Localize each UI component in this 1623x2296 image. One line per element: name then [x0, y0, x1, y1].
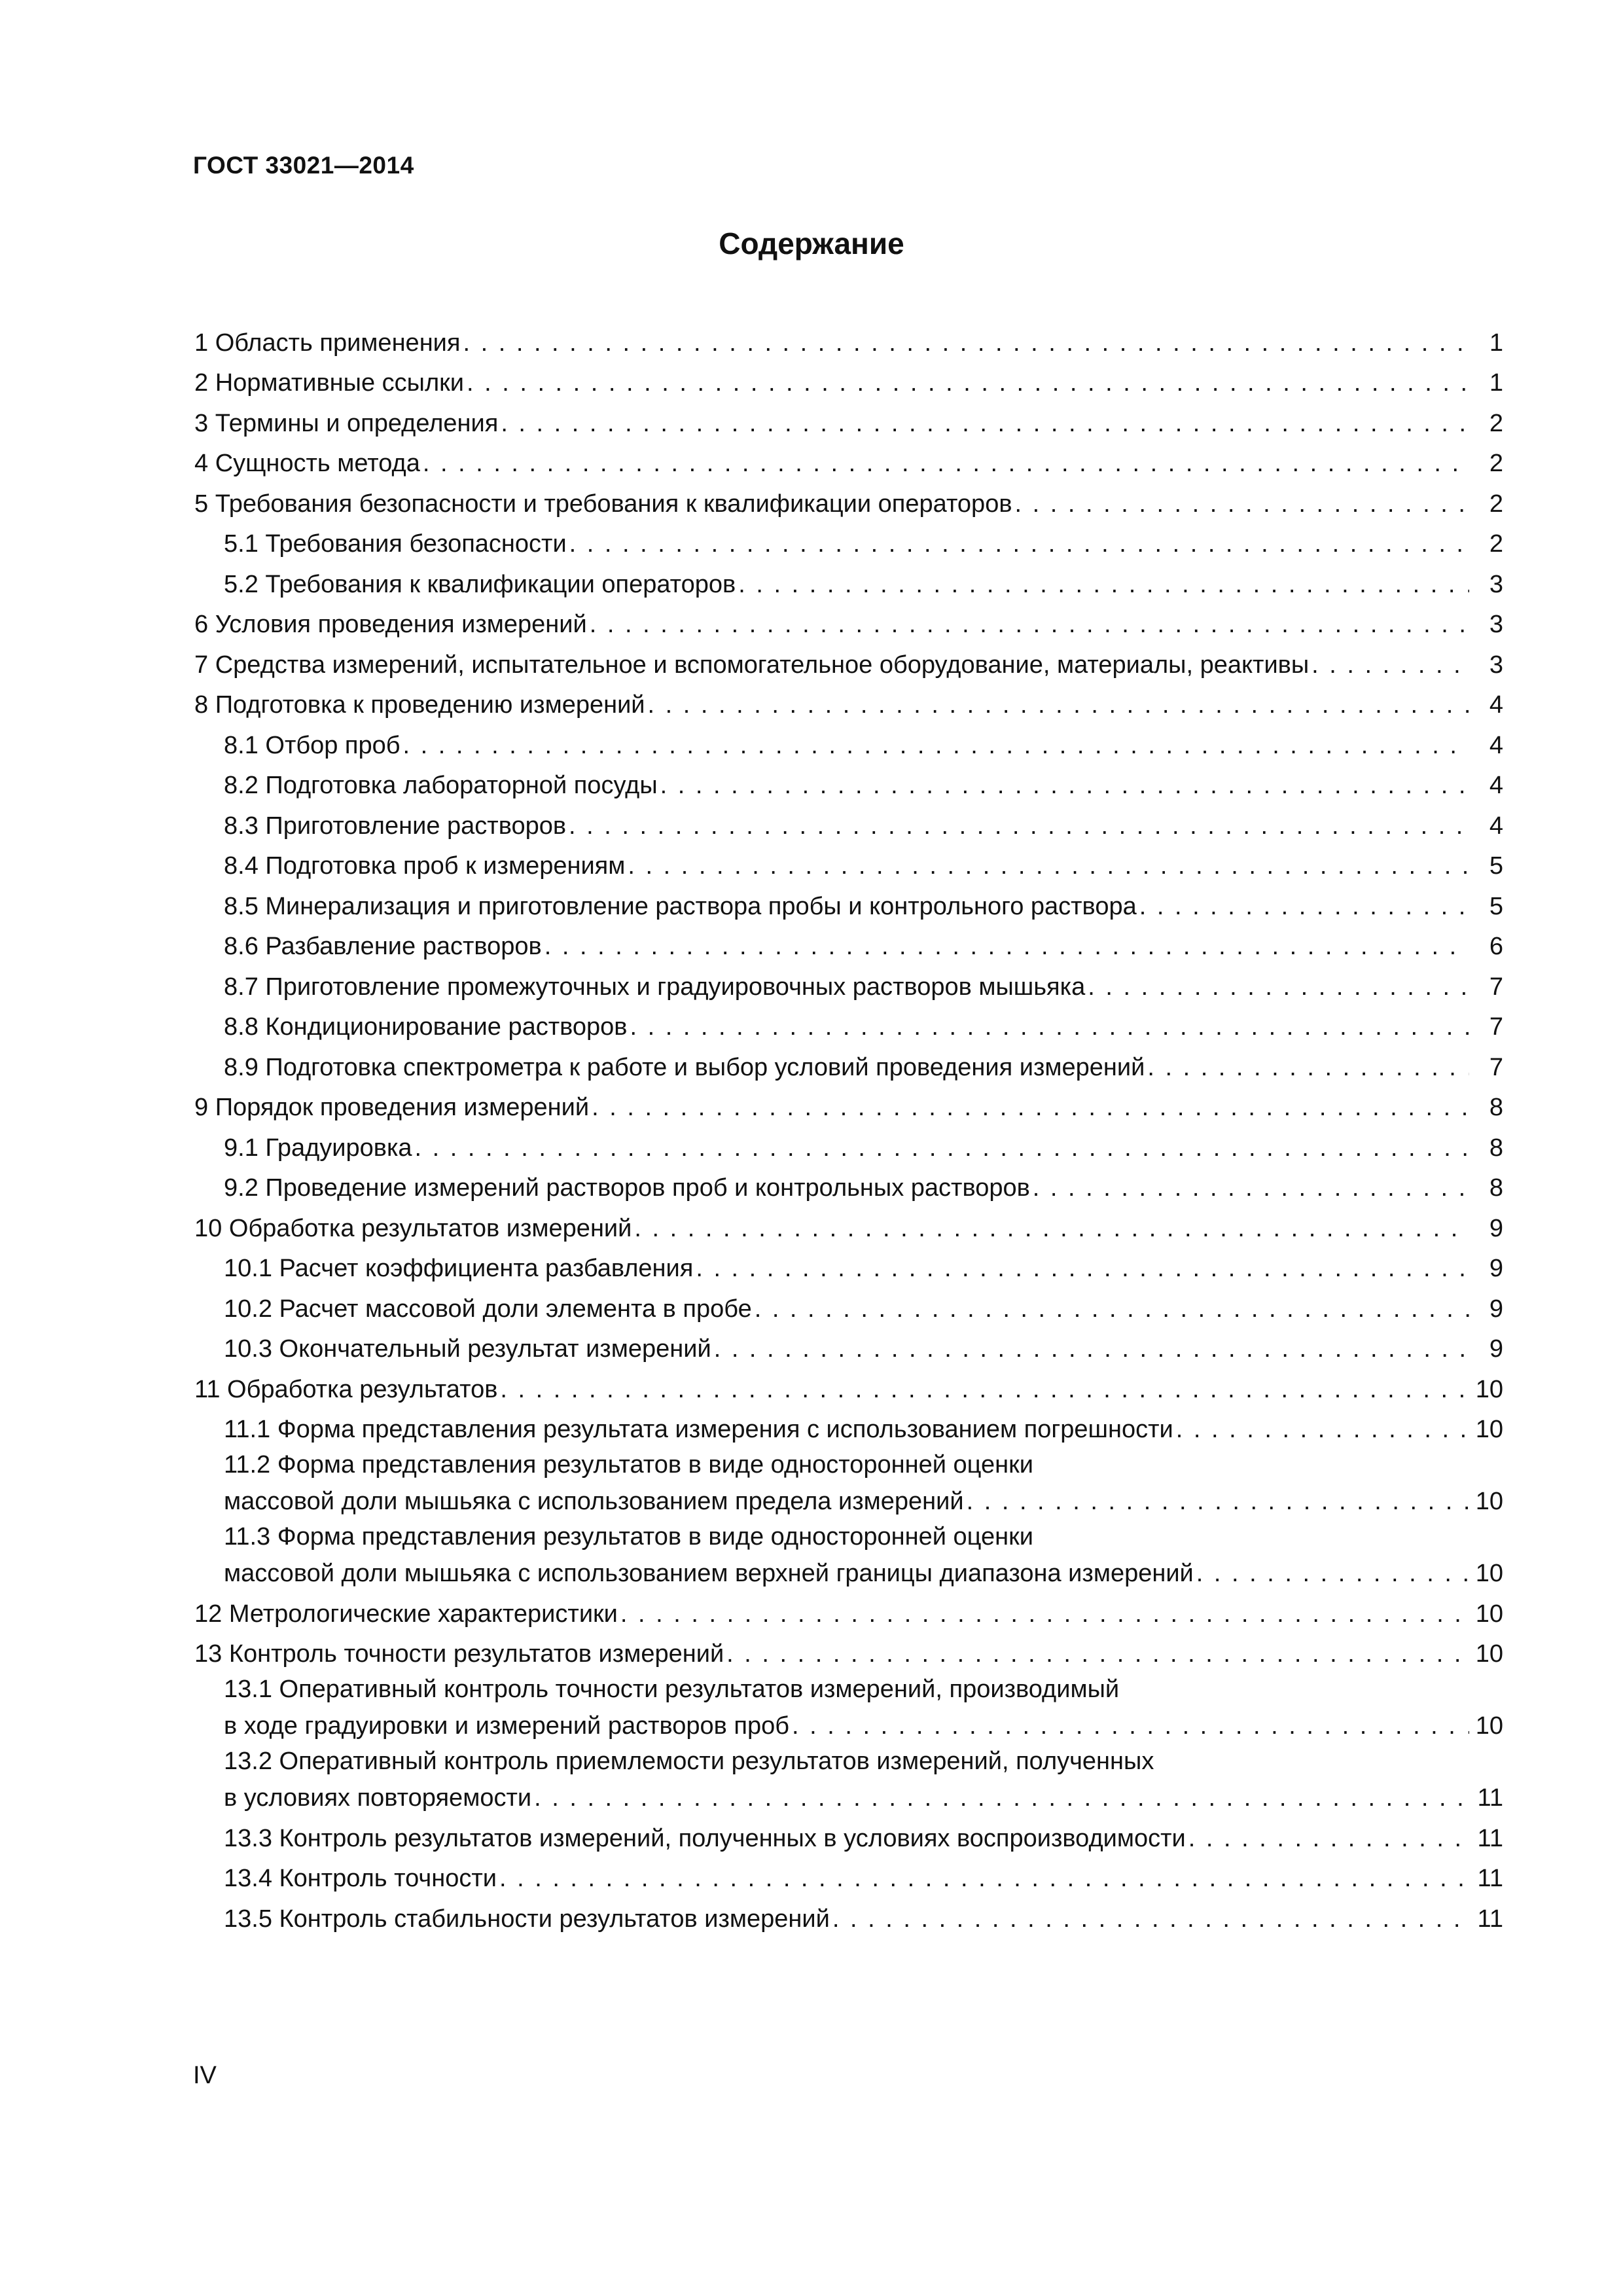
dot-leader — [830, 1901, 1469, 1937]
toc-entry-page: 5 — [1489, 852, 1503, 880]
toc-entry-label-continued: массовой доли мышьяка с использованием верхней границы диапазона измерений — [224, 1560, 1194, 1587]
toc-entry-label: 8.2 Подготовка лабораторной посуды — [224, 772, 658, 799]
toc-entry-page: 10 — [1475, 1488, 1503, 1515]
toc-entry[interactable] — [194, 844, 1503, 885]
dot-leader — [531, 1780, 1469, 1816]
toc-entry[interactable] — [194, 603, 1503, 643]
page-number: IV — [193, 2062, 217, 2089]
toc-entry-page: 10 — [1475, 1600, 1503, 1628]
toc-entry[interactable] — [194, 1367, 1503, 1408]
toc-entry-label: 6 Условия проведения измерений — [194, 611, 587, 638]
toc-entry[interactable] — [194, 804, 1503, 844]
dot-leader — [464, 365, 1469, 401]
toc-entry-label: 13.3 Контроль результатов измерений, полученных в условиях воспроизводимости — [224, 1824, 1186, 1852]
toc-entry-page: 4 — [1489, 691, 1503, 719]
toc-entry-page: 2 — [1489, 530, 1503, 558]
toc-entry[interactable] — [194, 1520, 1503, 1592]
toc-entry-page: 9 — [1489, 1255, 1503, 1282]
dot-leader — [724, 1636, 1469, 1672]
toc-entry[interactable] — [194, 1408, 1503, 1448]
toc-entry-page: 11 — [1477, 1784, 1503, 1812]
toc-entry-page: 2 — [1489, 409, 1503, 437]
dot-leader — [618, 1596, 1469, 1632]
toc-entry-page: 3 — [1489, 651, 1503, 679]
toc-entry-page: 3 — [1489, 570, 1503, 598]
toc-entry[interactable] — [194, 1897, 1503, 1937]
toc-entry-page: 9 — [1489, 1214, 1503, 1242]
toc-entry-label: 5.1 Требования безопасности — [224, 530, 567, 558]
toc-entry[interactable] — [194, 1857, 1503, 1897]
dot-leader — [460, 325, 1469, 361]
toc-entry[interactable] — [194, 1166, 1503, 1207]
dot-leader — [1012, 486, 1469, 522]
toc-entry-label: 13 Контроль точности результатов измерений — [194, 1640, 724, 1668]
toc-entry-label: 13.2 Оперативный контроль приемлемости результатов измерений, полученных — [224, 1748, 1154, 1775]
toc-entry-page: 6 — [1489, 933, 1503, 960]
toc-entry-page: 11 — [1477, 1824, 1503, 1852]
toc-entry[interactable] — [194, 925, 1503, 965]
toc-entry-page: 8 — [1489, 1134, 1503, 1162]
toc-entry-label: 11 Обработка результатов — [194, 1375, 498, 1403]
toc-entry-label: 9.1 Градуировка — [224, 1134, 412, 1162]
toc-entry[interactable] — [194, 1592, 1503, 1632]
toc-entry-page: 2 — [1489, 490, 1503, 518]
toc-entry[interactable] — [194, 1448, 1503, 1520]
toc-entry-label: 5 Требования безопасности и требования к квалификации операторов — [194, 490, 1012, 518]
dot-leader — [1309, 647, 1469, 683]
toc-entry-label: 10 Обработка результатов измерений — [194, 1214, 632, 1242]
document-header: ГОСТ 33021—2014 — [193, 152, 414, 179]
toc-entry-label-continued: в ходе градуировки и измерений растворов проб — [224, 1712, 790, 1740]
toc-entry-page: 1 — [1489, 329, 1503, 357]
toc-entry-label-continued: в условиях повторяемости — [224, 1784, 532, 1812]
dot-leader — [401, 727, 1469, 764]
toc-entry[interactable] — [194, 764, 1503, 804]
toc-entry-page: 10 — [1475, 1640, 1503, 1668]
toc-entry[interactable] — [194, 482, 1503, 522]
dot-leader — [736, 566, 1469, 603]
toc-entry-label: 7 Средства измерений, испытательное и вспомогательное оборудование, материалы, реактивы — [194, 651, 1310, 679]
toc-entry-label: 12 Метрологические характеристики — [194, 1600, 618, 1628]
toc-entry[interactable] — [194, 321, 1503, 361]
toc-entry-page: 8 — [1489, 1094, 1503, 1121]
toc-entry-label: 4 Сущность метода — [194, 450, 420, 477]
toc-entry-label: 8.7 Приготовление промежуточных и градуировочных растворов мышьяка — [224, 973, 1086, 1001]
toc-entry-label: 10.3 Окончательный результат измерений — [224, 1335, 711, 1363]
toc-entry-page: 5 — [1489, 892, 1503, 920]
dot-leader — [964, 1483, 1469, 1520]
toc-entry[interactable] — [194, 1247, 1503, 1287]
toc-entry-label: 8.4 Подготовка проб к измерениям — [224, 852, 626, 880]
dot-leader — [542, 928, 1469, 965]
dot-leader — [589, 1089, 1469, 1126]
toc-entry-page: 8 — [1489, 1174, 1503, 1202]
toc-entry-label: 13.5 Контроль стабильности результатов измерений — [224, 1905, 830, 1933]
toc-entry-label: 8.8 Кондиционирование растворов — [224, 1013, 628, 1041]
dot-leader — [1030, 1170, 1469, 1206]
toc-entry-page: 4 — [1489, 731, 1503, 759]
dot-leader — [497, 1371, 1469, 1408]
dot-leader — [627, 1009, 1469, 1045]
toc-entry[interactable] — [194, 965, 1503, 1005]
dot-leader — [1186, 1820, 1469, 1857]
toc-entry[interactable] — [194, 361, 1503, 402]
dot-leader — [1194, 1555, 1469, 1592]
toc-entry-label: 10.2 Расчет массовой доли элемента в пробе — [224, 1295, 752, 1323]
toc-entry-page: 4 — [1489, 772, 1503, 799]
dot-leader — [789, 1708, 1469, 1744]
toc-entry-page: 9 — [1489, 1295, 1503, 1323]
dot-leader — [658, 767, 1469, 804]
toc-entry[interactable] — [194, 1206, 1503, 1247]
toc-entry-label: 8.6 Разбавление растворов — [224, 933, 542, 960]
toc-entry[interactable] — [194, 1744, 1503, 1816]
toc-entry-label: 13.1 Оперативный контроль точности результатов измерений, производимый — [224, 1676, 1120, 1703]
toc-entry[interactable] — [194, 1816, 1503, 1857]
toc-entry-label: 9 Порядок проведения измерений — [194, 1094, 590, 1121]
dot-leader — [498, 405, 1469, 442]
dot-leader — [497, 1860, 1469, 1897]
toc-entry-label: 10.1 Расчет коэффициента разбавления — [224, 1255, 694, 1282]
toc-entry[interactable] — [194, 522, 1503, 563]
toc-entry-page: 9 — [1489, 1335, 1503, 1363]
toc-entry-label: 9.2 Проведение измерений растворов проб и контрольных растворов — [224, 1174, 1030, 1202]
toc-entry-page: 10 — [1475, 1712, 1503, 1740]
toc-entry-label: 8.3 Приготовление растворов — [224, 812, 567, 840]
toc-entry-page: 3 — [1489, 611, 1503, 638]
toc-entry-label: 2 Нормативные ссылки — [194, 369, 464, 397]
toc-entry-page: 4 — [1489, 812, 1503, 840]
dot-leader — [752, 1291, 1469, 1327]
toc-entry-page: 7 — [1489, 1053, 1503, 1081]
table-of-contents — [194, 321, 1503, 1937]
toc-entry[interactable] — [194, 1126, 1503, 1166]
toc-entry-label: 8.9 Подготовка спектрометра к работе и выбор условий проведения измерений — [224, 1053, 1145, 1081]
toc-entry[interactable] — [194, 1327, 1503, 1368]
dot-leader — [1145, 1049, 1469, 1086]
dot-leader — [693, 1250, 1469, 1287]
toc-entry-label: 5.2 Требования к квалификации операторов — [224, 570, 736, 598]
toc-entry-label-continued: массовой доли мышьяка с использованием предела измерений — [224, 1488, 964, 1515]
dot-leader — [1137, 888, 1469, 925]
toc-entry-label: 1 Область применения — [194, 329, 461, 357]
page-title: Содержание — [719, 226, 904, 260]
dot-leader — [645, 687, 1469, 723]
toc-entry-page: 11 — [1477, 1905, 1503, 1933]
toc-entry[interactable] — [194, 683, 1503, 724]
toc-entry[interactable] — [194, 643, 1503, 683]
toc-entry-label: 11.2 Форма представления результатов в виде односторонней оценки — [224, 1451, 1033, 1479]
toc-entry[interactable] — [194, 1086, 1503, 1126]
toc-entry-page: 7 — [1489, 973, 1503, 1001]
toc-entry[interactable] — [194, 442, 1503, 482]
toc-entry-page: 11 — [1477, 1865, 1503, 1892]
dot-leader — [420, 445, 1469, 482]
dot-leader — [567, 526, 1469, 562]
toc-entry[interactable] — [194, 1287, 1503, 1327]
toc-entry-label: 3 Термины и определения — [194, 409, 499, 437]
toc-entry[interactable] — [194, 884, 1503, 925]
toc-entry-label: 11.3 Форма представления результатов в виде односторонней оценки — [224, 1523, 1033, 1551]
dot-leader — [711, 1331, 1469, 1367]
toc-entry[interactable] — [194, 723, 1503, 764]
dot-leader — [1173, 1411, 1469, 1448]
toc-entry-label: 8 Подготовка к проведению измерений — [194, 691, 645, 719]
toc-entry-page: 10 — [1475, 1416, 1503, 1443]
toc-entry-label: 11.1 Форма представления результата измерения с использованием погрешности — [224, 1416, 1173, 1443]
toc-entry[interactable] — [194, 1672, 1503, 1744]
dot-leader — [632, 1210, 1469, 1247]
toc-entry[interactable] — [194, 562, 1503, 603]
dot-leader — [587, 606, 1469, 643]
dot-leader — [412, 1130, 1469, 1166]
dot-leader — [1085, 969, 1469, 1005]
toc-entry-page: 10 — [1475, 1375, 1503, 1403]
dot-leader — [566, 808, 1469, 844]
toc-entry-page: 2 — [1489, 450, 1503, 477]
toc-entry[interactable] — [194, 401, 1503, 442]
toc-entry-page: 1 — [1489, 369, 1503, 397]
dot-leader — [625, 848, 1469, 884]
toc-entry[interactable] — [194, 1632, 1503, 1673]
toc-entry-label: 8.1 Отбор проб — [224, 731, 401, 759]
toc-entry-label: 8.5 Минерализация и приготовление раствора пробы и контрольного раствора — [224, 892, 1137, 920]
toc-entry[interactable] — [194, 1045, 1503, 1086]
toc-entry-label: 13.4 Контроль точности — [224, 1865, 497, 1892]
toc-entry-page: 7 — [1489, 1013, 1503, 1041]
toc-entry[interactable] — [194, 1005, 1503, 1046]
toc-entry-page: 10 — [1475, 1560, 1503, 1587]
